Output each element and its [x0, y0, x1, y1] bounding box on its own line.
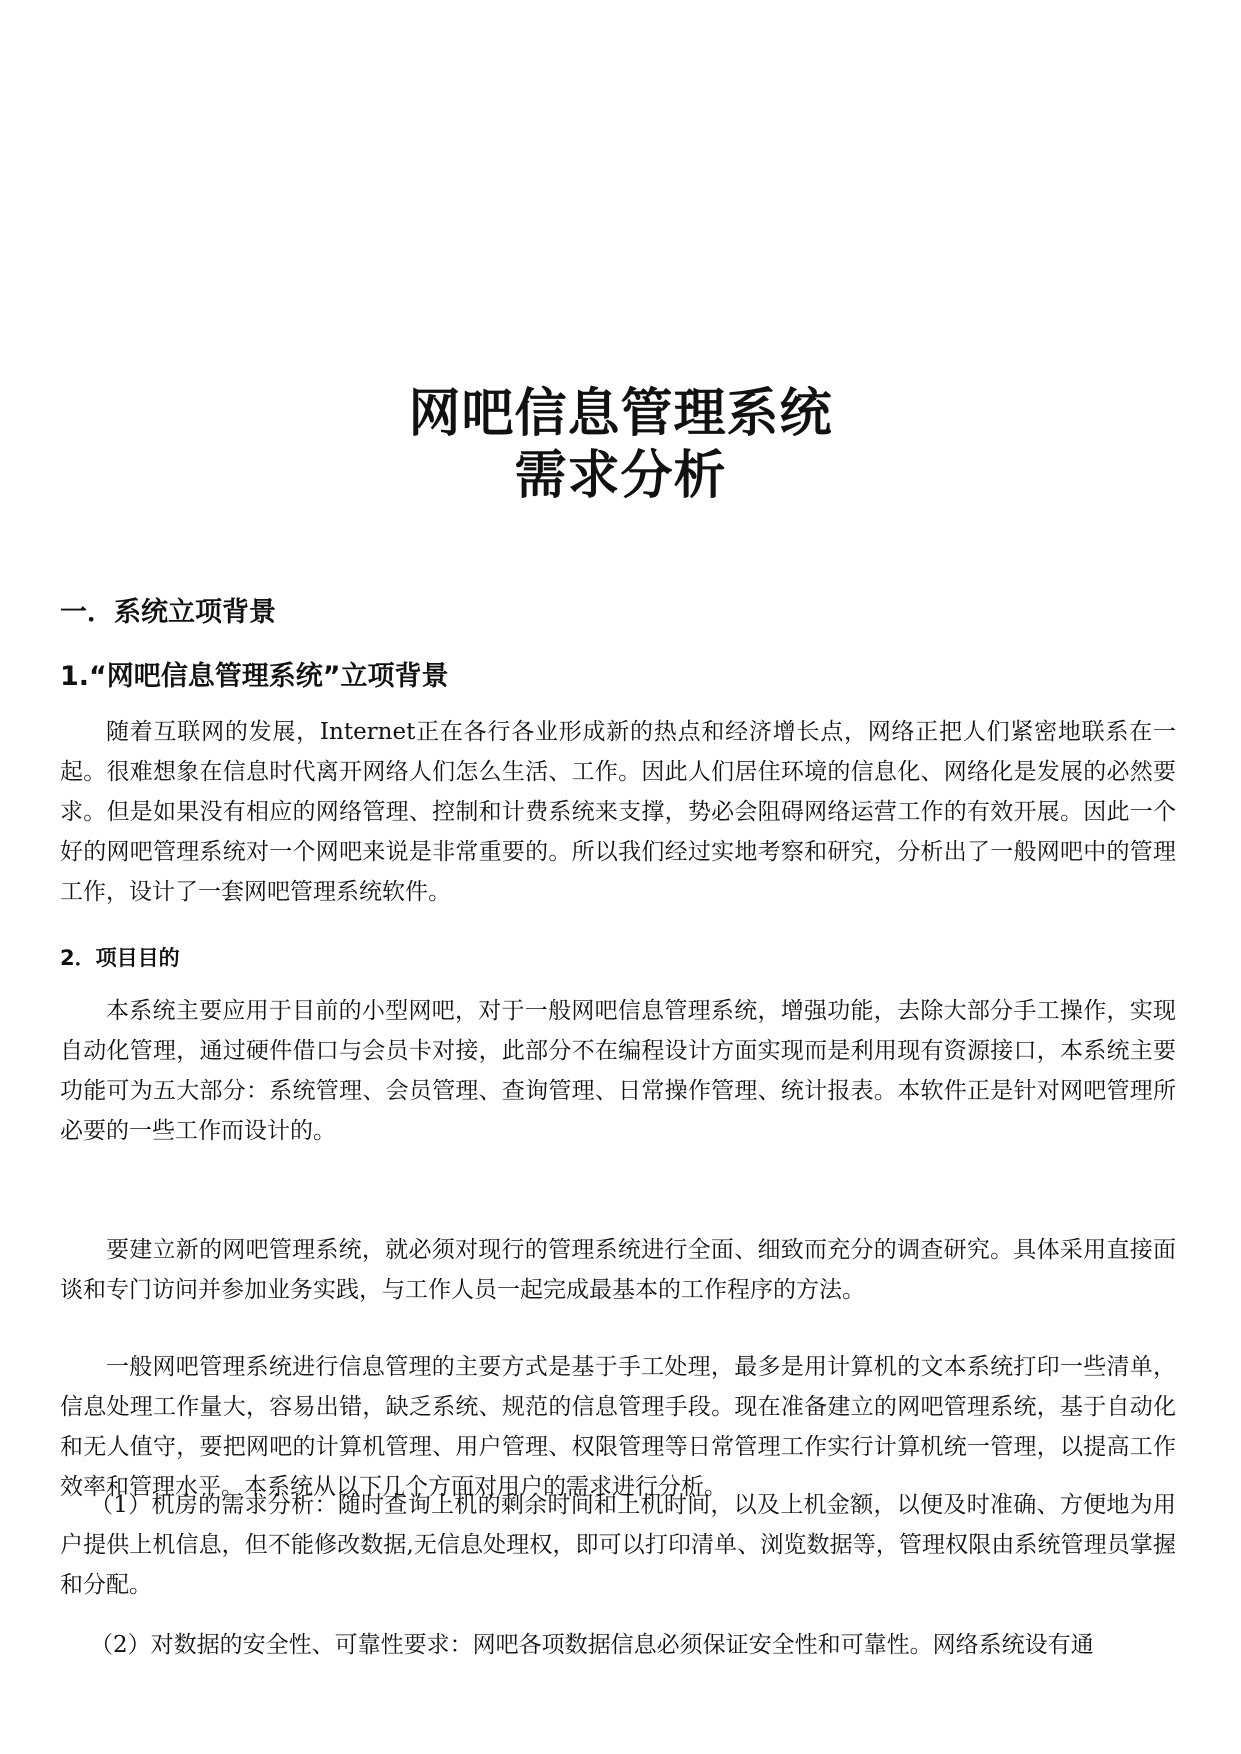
- paragraph-purpose-3: 一般网吧管理系统进行信息管理的主要方式是基于手工处理，最多是用计算机的文本系统打印一些清单，信息处理工作量大，容易出错，缺乏系统、规范的信息管理手段。现在准备建立的网吧管理系统，基于自动化和无人值守，要把网吧的计算机管理、用户管理、权限管理等日常管理工作实行计算机统一管理，以提高工作效率和管理水平。本系统从以下几个方面对用户的需求进行分析。: [60, 1354, 1176, 1500]
- list-item-machine-room: （1）机房的需求分析：随时查询上机的剩余时间和上机时间，以及上机金额，以便及时准确、方便地为用户提供上机信息，但不能修改数据,无信息处理权，即可以打印清单、浏览数据等，管理权限由系统管理员掌握和分配。: [60, 1492, 1176, 1598]
- paragraph-background: 随着互联网的发展，Internet正在各行各业形成新的热点和经济增长点，网络正把人们紧密地联系在一起。很难想象在信息时代离开网络人们怎么生活、工作。因此人们居住环境的信息化、网络化是发展的必然要求。但是如果没有相应的网络管理、控制和计费系统来支撑，势必会阻碍网络运营工作的有效开展。因此一个好的网吧管理系统对一个网吧来说是非常重要的。所以我们经过实地考察和研究，分析出了一般网吧中的管理工作，设计了一套网吧管理系统软件。: [60, 719, 1176, 905]
- paragraph-purpose-1: 本系统主要应用于目前的小型网吧，对于一般网吧信息管理系统，增强功能，去除大部分手工操作，实现自动化管理，通过硬件借口与会员卡对接，此部分不在编程设计方面实现而是利用现有资源接口，本系统主要功能可为五大部分：系统管理、会员管理、查询管理、日常操作管理、统计报表。本软件正是针对网吧管理所必要的一些工作而设计的。: [60, 998, 1176, 1144]
- subsection-heading-purpose: 2．项目目的: [60, 946, 180, 970]
- document-subtitle: 需求分析: [514, 446, 727, 506]
- section-heading: 一．系统立项背景: [60, 597, 276, 628]
- paragraph-purpose-2: 要建立新的网吧管理系统，就必须对现行的管理系统进行全面、细致而充分的调查研究。具体采用直接面谈和专门访问并参加业务实践，与工作人员一起完成最基本的工作程序的方法。: [60, 1237, 1176, 1303]
- list-item-data-security: （2）对数据的安全性、可靠性要求：网吧各项数据信息必须保证安全性和可靠性。网络系统设有通: [90, 1632, 1094, 1658]
- subsection-heading-background: 1.“网吧信息管理系统”立项背景: [60, 661, 449, 692]
- document-title: 网吧信息管理系统: [408, 384, 833, 444]
